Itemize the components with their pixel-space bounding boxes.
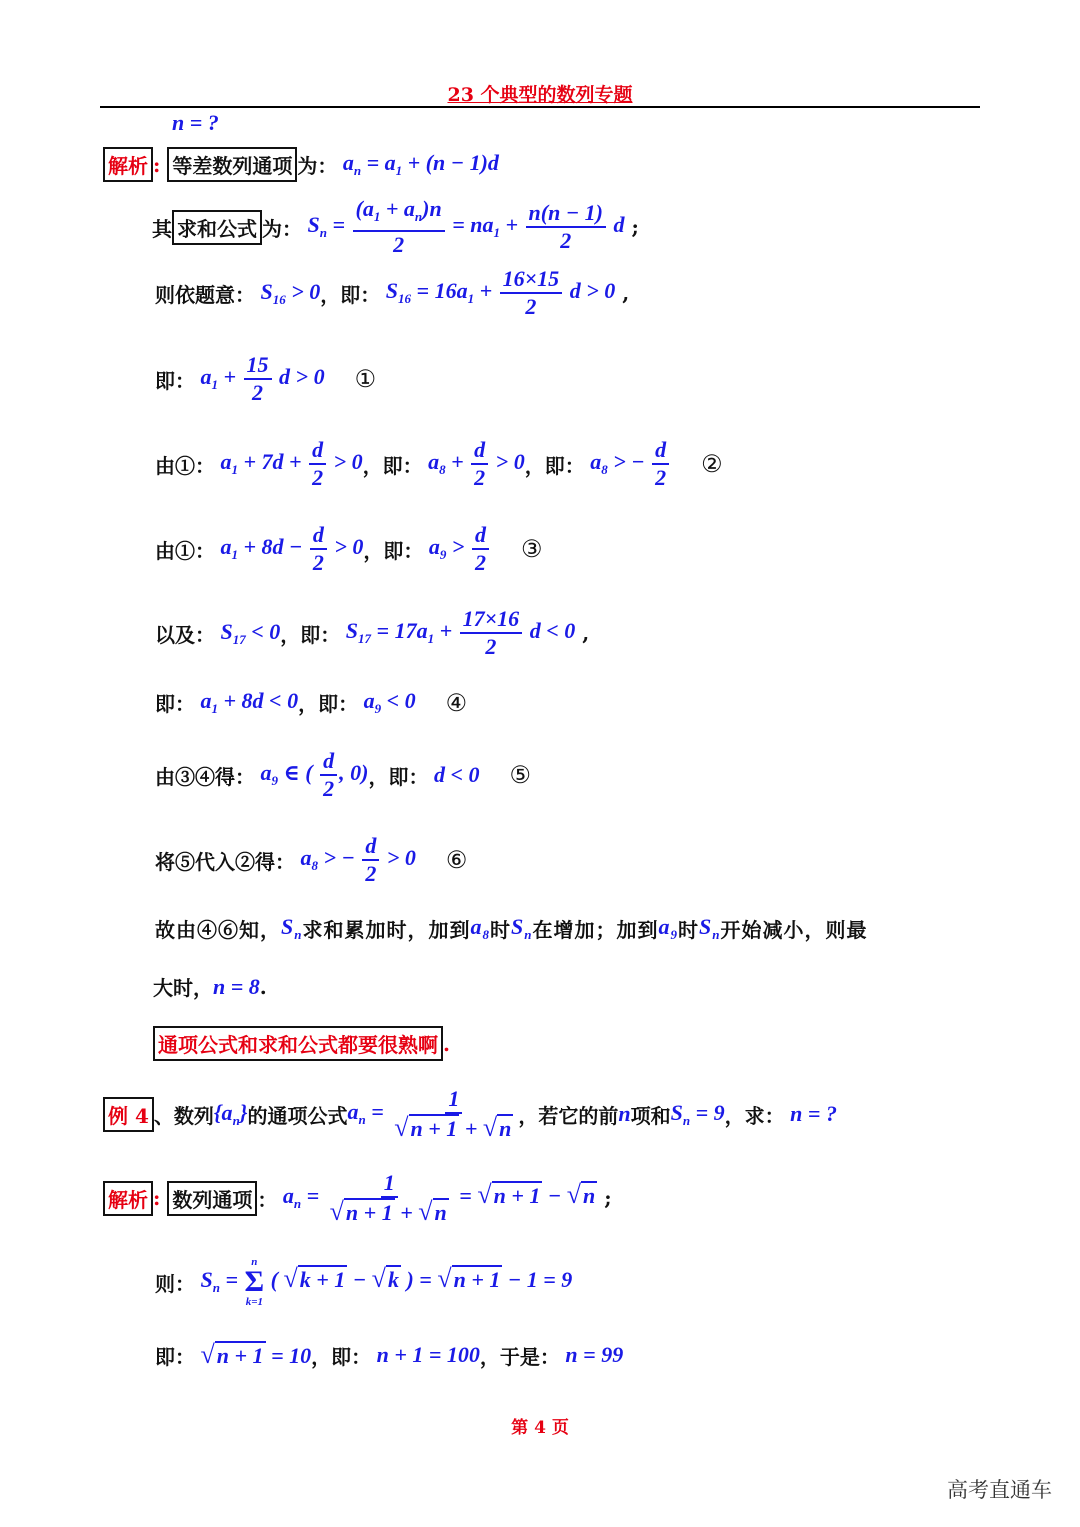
line-analysis-1: [103, 147, 499, 182]
example-4: [103, 1086, 837, 1142]
line-sum: [155, 1256, 572, 1308]
math-expr: $a_8$ > − $\frac{d}{2}$ > 0: [295, 833, 416, 886]
line-ineq-6: [155, 833, 467, 887]
text: 、数列: [153, 1103, 214, 1128]
math-expr: $S_n = 9$: [670, 1099, 725, 1128]
math-expr: $a_1 + 8d < 0$: [195, 688, 299, 716]
text: 以及：: [155, 622, 215, 647]
text: 其: [152, 216, 172, 241]
colon: :: [153, 1186, 168, 1210]
text: .: [443, 1031, 450, 1056]
line-conclusion-2: 大时， n = 8 .: [153, 973, 267, 1000]
marker-6: ⑥: [445, 846, 468, 874]
math-expr: $\{a_n\}$: [213, 1099, 248, 1128]
text: 时: [677, 918, 699, 942]
text: ，即：: [280, 622, 341, 647]
text: 为：: [262, 216, 302, 241]
analysis-label: 解析: [103, 147, 153, 182]
text: ，于是：: [479, 1344, 560, 1369]
math-expr: $S_n$ = n Σ k=1 ( √ k + 1 − √ k ) = √ n + 1 − 1 = 9: [195, 1256, 573, 1308]
math-expr: $S_n$: [510, 914, 533, 942]
math-expr: $a_9 < 0$: [358, 688, 416, 716]
line-n-question: [172, 110, 219, 136]
line-analysis-2: 解析 : 数列通项 ： $a_n$ = 1 √ n + 1 + √ n = √ n + 1 − √ n ;: [103, 1170, 612, 1226]
boxed-term: 等差数列通项: [167, 147, 297, 182]
math-expr: $a_9$ > $\frac{d}{2}$: [423, 522, 491, 576]
text: 由③④得：: [155, 764, 255, 789]
text: 为：: [297, 154, 338, 178]
analysis-label: 解析: [103, 1181, 153, 1216]
text: ，即：: [524, 453, 585, 478]
text: 的通项公式: [247, 1103, 348, 1128]
line-sum-formula: 其 求和公式 为： $S_n$ = $\frac{(a_1 + a_n)n}{2}$ = $na_1$ + $\frac{n(n - 1)}{2}$ d ;: [152, 196, 639, 257]
math-expr: n = 8: [213, 973, 260, 999]
text: 将⑤代入②得：: [155, 849, 295, 874]
line-ineq-3: [155, 522, 542, 576]
text: ，即：: [362, 453, 423, 478]
math-expr: $S_{17} = 17a_1$ + $\frac{17\times 16}{2}$ d < 0: [340, 606, 576, 659]
math-expr: $S_{17} < 0$: [215, 618, 281, 647]
text: 故由④⑥知，: [155, 918, 281, 942]
text: 则依题意：: [155, 282, 255, 307]
math-expr: $a_8$: [470, 914, 490, 942]
text: 由①：: [155, 453, 215, 478]
text: 时: [489, 918, 511, 942]
colon: :: [153, 152, 168, 177]
math-expr: n = ?: [172, 110, 219, 135]
marker-1: ①: [354, 365, 377, 393]
math-expr: $a_n$ = 1 √ n + 1 + √ n: [347, 1086, 512, 1142]
math-expr: $a_9$: [658, 914, 678, 942]
text: 即：: [155, 692, 195, 716]
math-expr: √ n + 1 = 10: [200, 1340, 312, 1369]
math-expr: n: [618, 1101, 631, 1126]
math-expr: $a_1$ + $\frac{15}{2}$ d > 0: [195, 352, 325, 405]
math-expr: n = 99: [559, 1342, 624, 1367]
example-label: 例 4: [103, 1097, 154, 1132]
text: 即：: [155, 1344, 195, 1369]
math-expr: $S_n$: [698, 914, 721, 942]
line-ineq-1: [155, 352, 376, 406]
math-expr: $a_1 + 8d$ − $\frac{d}{2}$ > 0: [215, 522, 364, 575]
math-expr: $a_8$ + $\frac{d}{2}$ > 0: [422, 437, 525, 490]
line-ineq-5: [155, 748, 531, 802]
boxed-term: 求和公式: [172, 210, 262, 245]
text: 项和: [630, 1103, 671, 1128]
text: ，即：: [311, 1344, 372, 1369]
text: ，即：: [298, 692, 359, 716]
text: ：: [257, 1187, 278, 1212]
text: ，即：: [320, 282, 381, 307]
line-conclusion-1: [155, 914, 867, 943]
marker-3: ③: [520, 535, 543, 563]
math-expr: $a_n$ = 1 √ n + 1 + √ n = √ n + 1 − √ n: [277, 1170, 596, 1226]
text: ，求：: [724, 1103, 785, 1128]
marker-2: ②: [701, 450, 723, 478]
math-expr: $S_n$: [281, 914, 303, 942]
boxed-term: 数列通项: [167, 1181, 257, 1216]
math-expr: $a_n = a_1 + (n - 1)d$: [337, 150, 499, 178]
page-number: 第 4 页: [511, 1418, 569, 1438]
math-expr: n = ?: [784, 1101, 837, 1126]
header-divider: [100, 106, 980, 108]
watermark: 高考直通车: [947, 1478, 1052, 1502]
text: 则：: [155, 1271, 195, 1296]
text: 开始减小，则最: [720, 918, 868, 942]
math-expr: $S_{16} = 16a_1$ + $\frac{16\times 15}{2}$ d > 0: [380, 266, 616, 319]
math-expr: d < 0: [428, 762, 480, 787]
line-result: [155, 1340, 623, 1370]
marker-4: ④: [445, 688, 468, 717]
math-expr: n + 1 = 100: [371, 1342, 480, 1367]
line-note: [153, 1026, 450, 1061]
note-box: 通项公式和求和公式都要很熟啊: [153, 1026, 443, 1061]
line-s16: 则依题意： $S_{16} > 0$ ，即： $S_{16} = 16a_1$ + $\frac{16\times 15}{2}$ d > 0 ,: [155, 266, 630, 319]
text: ，即：: [363, 538, 424, 563]
math-expr: $S_{16} > 0$: [255, 278, 321, 307]
text: ，若它的前: [518, 1103, 619, 1128]
text: 大时，: [153, 976, 213, 1000]
line-s17: 以及： $S_{17} < 0$ ，即： $S_{17} = 17a_1$ + $\frac{17\times 16}{2}$ d < 0 ,: [155, 606, 590, 659]
line-ineq-4: [155, 688, 467, 717]
text: 求和累加时，加到: [302, 918, 471, 942]
math-expr: $S_n$ = $\frac{(a_1 + a_n)n}{2}$ = $na_1$ + $\frac{n(n - 1)}{2}$ d: [302, 196, 625, 257]
math-expr: $a_1 + 7d$ + $\frac{d}{2}$ > 0: [215, 437, 363, 490]
math-expr: $a_9$ ∈ ( $\frac{d}{2}$ , 0): [255, 748, 369, 801]
text: 由①：: [155, 538, 215, 563]
text: 在增加；加到: [532, 918, 659, 942]
text: ，即：: [368, 764, 429, 789]
math-expr: $a_8$ > − $\frac{d}{2}$: [585, 437, 671, 491]
text: 即：: [155, 368, 195, 393]
page-header-title: 23 个典型的数列专题: [447, 84, 633, 106]
marker-5: ⑤: [509, 761, 532, 789]
line-ineq-2: [155, 437, 723, 491]
